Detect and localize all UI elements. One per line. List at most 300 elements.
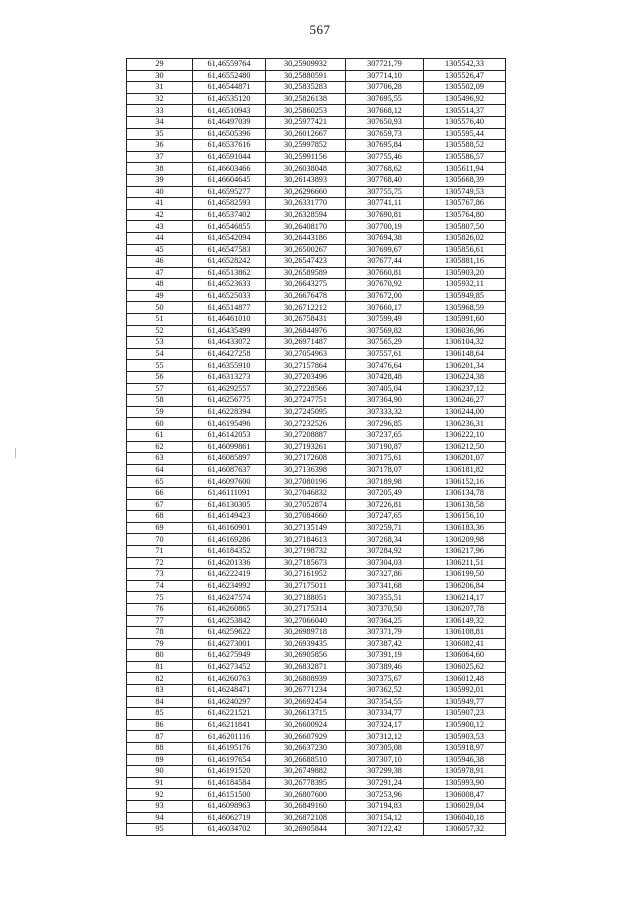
table-row [127, 453, 506, 465]
latitude-cell: 61,46149423 [193, 511, 266, 523]
x-coordinate-cell: 307355,51 [346, 592, 424, 604]
longitude-cell: 30,26688510 [266, 754, 346, 766]
point-number-cell: 44 [127, 232, 193, 244]
x-coordinate-cell: 307699,67 [346, 244, 424, 256]
y-coordinate-cell: 1306217,96 [424, 545, 506, 557]
x-coordinate-cell: 307327,86 [346, 569, 424, 581]
table-row [127, 824, 506, 836]
latitude-cell: 61,46355910 [193, 360, 266, 372]
latitude-cell: 61,46234992 [193, 580, 266, 592]
x-coordinate-cell: 307387,42 [346, 638, 424, 650]
y-coordinate-cell: 1305881,16 [424, 256, 506, 268]
table-row [127, 731, 506, 743]
latitude-cell: 61,46505396 [193, 128, 266, 140]
latitude-cell: 61,46559764 [193, 59, 266, 71]
point-number-cell: 42 [127, 209, 193, 221]
x-coordinate-cell: 307755,46 [346, 151, 424, 163]
longitude-cell: 30,26905856 [266, 650, 346, 662]
x-coordinate-cell: 307237,65 [346, 430, 424, 442]
latitude-cell: 61,46603466 [193, 163, 266, 175]
x-coordinate-cell: 307660,81 [346, 267, 424, 279]
longitude-cell: 30,27161952 [266, 569, 346, 581]
table-row [127, 464, 506, 476]
point-number-cell: 34 [127, 116, 193, 128]
latitude-cell: 61,46259622 [193, 627, 266, 639]
longitude-cell: 30,26643275 [266, 279, 346, 291]
table-row [127, 592, 506, 604]
longitude-cell: 30,26971487 [266, 337, 346, 349]
point-number-cell: 67 [127, 499, 193, 511]
x-coordinate-cell: 307296,85 [346, 418, 424, 430]
x-coordinate-cell: 307405,04 [346, 383, 424, 395]
y-coordinate-cell: 1306183,36 [424, 522, 506, 534]
latitude-cell: 61,46228394 [193, 406, 266, 418]
y-coordinate-cell: 1306040,18 [424, 812, 506, 824]
longitude-cell: 30,26589589 [266, 267, 346, 279]
latitude-cell: 61,46595277 [193, 186, 266, 198]
point-number-cell: 57 [127, 383, 193, 395]
y-coordinate-cell: 1306025,62 [424, 661, 506, 673]
point-number-cell: 58 [127, 395, 193, 407]
point-number-cell: 70 [127, 534, 193, 546]
point-number-cell: 76 [127, 603, 193, 615]
longitude-cell: 30,27245095 [266, 406, 346, 418]
longitude-cell: 30,26331770 [266, 198, 346, 210]
table-row [127, 406, 506, 418]
y-coordinate-cell: 1306236,31 [424, 418, 506, 430]
latitude-cell: 61,46098963 [193, 801, 266, 813]
y-coordinate-cell: 1306064,60 [424, 650, 506, 662]
x-coordinate-cell: 307341,68 [346, 580, 424, 592]
table-row [127, 696, 506, 708]
latitude-cell: 61,46510943 [193, 105, 266, 117]
longitude-cell: 30,27184613 [266, 534, 346, 546]
table-row [127, 163, 506, 175]
longitude-cell: 30,27247751 [266, 395, 346, 407]
table-row [127, 279, 506, 291]
point-number-cell: 37 [127, 151, 193, 163]
x-coordinate-cell: 307291,24 [346, 777, 424, 789]
x-coordinate-cell: 307194,83 [346, 801, 424, 813]
point-number-cell: 78 [127, 627, 193, 639]
x-coordinate-cell: 307389,46 [346, 661, 424, 673]
latitude-cell: 61,46535120 [193, 93, 266, 105]
latitude-cell: 61,46544871 [193, 82, 266, 94]
latitude-cell: 61,46552480 [193, 70, 266, 82]
point-number-cell: 32 [127, 93, 193, 105]
longitude-cell: 30,26989718 [266, 627, 346, 639]
x-coordinate-cell: 307428,48 [346, 372, 424, 384]
latitude-cell: 61,46211841 [193, 719, 266, 731]
x-coordinate-cell: 307299,38 [346, 766, 424, 778]
point-number-cell: 61 [127, 430, 193, 442]
latitude-cell: 61,46547583 [193, 244, 266, 256]
longitude-cell: 30,26939435 [266, 638, 346, 650]
x-coordinate-cell: 307305,08 [346, 743, 424, 755]
latitude-cell: 61,46248471 [193, 685, 266, 697]
longitude-cell: 30,26296660 [266, 186, 346, 198]
y-coordinate-cell: 1305946,38 [424, 754, 506, 766]
point-number-cell: 53 [127, 337, 193, 349]
longitude-cell: 30,26607929 [266, 731, 346, 743]
table-row [127, 128, 506, 140]
longitude-cell: 30,27175011 [266, 580, 346, 592]
y-coordinate-cell: 1305514,37 [424, 105, 506, 117]
point-number-cell: 48 [127, 279, 193, 291]
point-number-cell: 92 [127, 789, 193, 801]
latitude-cell: 61,46582593 [193, 198, 266, 210]
latitude-cell: 61,46034702 [193, 824, 266, 836]
latitude-cell: 61,46433072 [193, 337, 266, 349]
longitude-cell: 30,26547423 [266, 256, 346, 268]
y-coordinate-cell: 1305668,39 [424, 174, 506, 186]
y-coordinate-cell: 1306036,96 [424, 325, 506, 337]
point-number-cell: 86 [127, 719, 193, 731]
x-coordinate-cell: 307122,42 [346, 824, 424, 836]
table-row [127, 441, 506, 453]
longitude-cell: 30,27208887 [266, 430, 346, 442]
longitude-cell: 30,26844976 [266, 325, 346, 337]
latitude-cell: 61,46256775 [193, 395, 266, 407]
y-coordinate-cell: 1305903,20 [424, 267, 506, 279]
point-number-cell: 29 [127, 59, 193, 71]
x-coordinate-cell: 307659,73 [346, 128, 424, 140]
table-row [127, 186, 506, 198]
point-number-cell: 85 [127, 708, 193, 720]
x-coordinate-cell: 307668,12 [346, 105, 424, 117]
longitude-cell: 30,27157864 [266, 360, 346, 372]
longitude-cell: 30,26328594 [266, 209, 346, 221]
x-coordinate-cell: 307375,67 [346, 673, 424, 685]
table-row [127, 719, 506, 731]
point-number-cell: 40 [127, 186, 193, 198]
y-coordinate-cell: 1305932,11 [424, 279, 506, 291]
longitude-cell: 30,27198732 [266, 545, 346, 557]
latitude-cell: 61,46427258 [193, 348, 266, 360]
x-coordinate-cell: 307599,49 [346, 314, 424, 326]
table-row [127, 232, 506, 244]
table-row [127, 534, 506, 546]
latitude-cell: 61,46523633 [193, 279, 266, 291]
latitude-cell: 61,46142053 [193, 430, 266, 442]
x-coordinate-cell: 307557,61 [346, 348, 424, 360]
latitude-cell: 61,46542094 [193, 232, 266, 244]
y-coordinate-cell: 1306246,27 [424, 395, 506, 407]
x-coordinate-cell: 307205,49 [346, 487, 424, 499]
x-coordinate-cell: 307677,44 [346, 256, 424, 268]
y-coordinate-cell: 1306199,50 [424, 569, 506, 581]
longitude-cell: 30,25997852 [266, 140, 346, 152]
y-coordinate-cell: 1305496,92 [424, 93, 506, 105]
point-number-cell: 60 [127, 418, 193, 430]
y-coordinate-cell: 1305807,50 [424, 221, 506, 233]
latitude-cell: 61,46111091 [193, 487, 266, 499]
coordinates-table [126, 58, 506, 836]
point-number-cell: 39 [127, 174, 193, 186]
x-coordinate-cell: 307362,52 [346, 685, 424, 697]
table-row [127, 673, 506, 685]
y-coordinate-cell: 1306211,51 [424, 557, 506, 569]
x-coordinate-cell: 307569,82 [346, 325, 424, 337]
point-number-cell: 33 [127, 105, 193, 117]
longitude-cell: 30,25835283 [266, 82, 346, 94]
table-row [127, 59, 506, 71]
point-number-cell: 55 [127, 360, 193, 372]
longitude-cell: 30,27188051 [266, 592, 346, 604]
table-row [127, 93, 506, 105]
longitude-cell: 30,27203496 [266, 372, 346, 384]
table-row [127, 603, 506, 615]
longitude-cell: 30,26771234 [266, 685, 346, 697]
point-number-cell: 84 [127, 696, 193, 708]
latitude-cell: 61,46247574 [193, 592, 266, 604]
longitude-cell: 30,27193261 [266, 441, 346, 453]
y-coordinate-cell: 1305903,53 [424, 731, 506, 743]
x-coordinate-cell: 307307,10 [346, 754, 424, 766]
table-row [127, 511, 506, 523]
y-coordinate-cell: 1305949,77 [424, 696, 506, 708]
y-coordinate-cell: 1306148,64 [424, 348, 506, 360]
x-coordinate-cell: 307370,50 [346, 603, 424, 615]
point-number-cell: 45 [127, 244, 193, 256]
table-row [127, 580, 506, 592]
x-coordinate-cell: 307672,00 [346, 290, 424, 302]
x-coordinate-cell: 307476,64 [346, 360, 424, 372]
y-coordinate-cell: 1306201,34 [424, 360, 506, 372]
y-coordinate-cell: 1305576,40 [424, 116, 506, 128]
point-number-cell: 46 [127, 256, 193, 268]
x-coordinate-cell: 307268,34 [346, 534, 424, 546]
y-coordinate-cell: 1306156,10 [424, 511, 506, 523]
y-coordinate-cell: 1306134,78 [424, 487, 506, 499]
point-number-cell: 73 [127, 569, 193, 581]
x-coordinate-cell: 307700,19 [346, 221, 424, 233]
latitude-cell: 61,46151500 [193, 789, 266, 801]
table-row [127, 174, 506, 186]
x-coordinate-cell: 307565,29 [346, 337, 424, 349]
longitude-cell: 30,26443186 [266, 232, 346, 244]
y-coordinate-cell: 1306104,32 [424, 337, 506, 349]
latitude-cell: 61,46435499 [193, 325, 266, 337]
table-row [127, 708, 506, 720]
latitude-cell: 61,46273001 [193, 638, 266, 650]
x-coordinate-cell: 307190,87 [346, 441, 424, 453]
table-row [127, 221, 506, 233]
longitude-cell: 30,25860253 [266, 105, 346, 117]
y-coordinate-cell: 1305826,02 [424, 232, 506, 244]
point-number-cell: 91 [127, 777, 193, 789]
table-row [127, 314, 506, 326]
y-coordinate-cell: 1305586,57 [424, 151, 506, 163]
y-coordinate-cell: 1306201,07 [424, 453, 506, 465]
y-coordinate-cell: 1305856,61 [424, 244, 506, 256]
point-number-cell: 88 [127, 743, 193, 755]
table-row [127, 302, 506, 314]
x-coordinate-cell: 307189,98 [346, 476, 424, 488]
longitude-cell: 30,26143893 [266, 174, 346, 186]
longitude-cell: 30,26807600 [266, 789, 346, 801]
y-coordinate-cell: 1306012,48 [424, 673, 506, 685]
point-number-cell: 52 [127, 325, 193, 337]
longitude-cell: 30,27185673 [266, 557, 346, 569]
point-number-cell: 79 [127, 638, 193, 650]
longitude-cell: 30,26749882 [266, 766, 346, 778]
y-coordinate-cell: 1305993,90 [424, 777, 506, 789]
table-row [127, 348, 506, 360]
longitude-cell: 30,25909932 [266, 59, 346, 71]
point-number-cell: 65 [127, 476, 193, 488]
point-number-cell: 94 [127, 812, 193, 824]
point-number-cell: 64 [127, 464, 193, 476]
point-number-cell: 63 [127, 453, 193, 465]
x-coordinate-cell: 307694,38 [346, 232, 424, 244]
latitude-cell: 61,46169286 [193, 534, 266, 546]
scan-margin-mark [15, 448, 16, 458]
table-row [127, 627, 506, 639]
x-coordinate-cell: 307178,07 [346, 464, 424, 476]
x-coordinate-cell: 307721,79 [346, 59, 424, 71]
x-coordinate-cell: 307333,32 [346, 406, 424, 418]
table-row [127, 105, 506, 117]
x-coordinate-cell: 307670,92 [346, 279, 424, 291]
latitude-cell: 61,46240297 [193, 696, 266, 708]
table-row [127, 754, 506, 766]
latitude-cell: 61,46191520 [193, 766, 266, 778]
longitude-cell: 30,26872108 [266, 812, 346, 824]
table-row [127, 545, 506, 557]
y-coordinate-cell: 1306207,78 [424, 603, 506, 615]
y-coordinate-cell: 1305764,80 [424, 209, 506, 221]
y-coordinate-cell: 1306008,47 [424, 789, 506, 801]
table-row [127, 395, 506, 407]
latitude-cell: 61,46514877 [193, 302, 266, 314]
latitude-cell: 61,46525033 [193, 290, 266, 302]
x-coordinate-cell: 307253,96 [346, 789, 424, 801]
longitude-cell: 30,26849160 [266, 801, 346, 813]
y-coordinate-cell: 1306152,16 [424, 476, 506, 488]
longitude-cell: 30,26408170 [266, 221, 346, 233]
y-coordinate-cell: 1306244,00 [424, 406, 506, 418]
x-coordinate-cell: 307334,77 [346, 708, 424, 720]
x-coordinate-cell: 307391,19 [346, 650, 424, 662]
table-row [127, 244, 506, 256]
y-coordinate-cell: 1305978,91 [424, 766, 506, 778]
longitude-cell: 30,26808939 [266, 673, 346, 685]
point-number-cell: 41 [127, 198, 193, 210]
latitude-cell: 61,46085897 [193, 453, 266, 465]
point-number-cell: 43 [127, 221, 193, 233]
latitude-cell: 61,46528242 [193, 256, 266, 268]
x-coordinate-cell: 307312,12 [346, 731, 424, 743]
longitude-cell: 30,26676478 [266, 290, 346, 302]
table-row [127, 685, 506, 697]
longitude-cell: 30,27066040 [266, 615, 346, 627]
point-number-cell: 35 [127, 128, 193, 140]
x-coordinate-cell: 307768,40 [346, 174, 424, 186]
table-row [127, 650, 506, 662]
table-row [127, 360, 506, 372]
point-number-cell: 82 [127, 673, 193, 685]
table-row [127, 569, 506, 581]
point-number-cell: 89 [127, 754, 193, 766]
table-row [127, 256, 506, 268]
coordinates-table-body [127, 59, 506, 836]
x-coordinate-cell: 307660,17 [346, 302, 424, 314]
y-coordinate-cell: 1306206,84 [424, 580, 506, 592]
x-coordinate-cell: 307695,84 [346, 140, 424, 152]
latitude-cell: 61,46313273 [193, 372, 266, 384]
y-coordinate-cell: 1306138,58 [424, 499, 506, 511]
x-coordinate-cell: 307284,92 [346, 545, 424, 557]
table-row [127, 430, 506, 442]
point-number-cell: 50 [127, 302, 193, 314]
longitude-cell: 30,27054963 [266, 348, 346, 360]
table-row [127, 812, 506, 824]
longitude-cell: 30,27175314 [266, 603, 346, 615]
latitude-cell: 61,46591044 [193, 151, 266, 163]
longitude-cell: 30,26692454 [266, 696, 346, 708]
y-coordinate-cell: 1305968,59 [424, 302, 506, 314]
latitude-cell: 61,46087637 [193, 464, 266, 476]
longitude-cell: 30,26905844 [266, 824, 346, 836]
y-coordinate-cell: 1305595,44 [424, 128, 506, 140]
longitude-cell: 30,27232526 [266, 418, 346, 430]
point-number-cell: 56 [127, 372, 193, 384]
table-row [127, 777, 506, 789]
table-row [127, 487, 506, 499]
latitude-cell: 61,46537616 [193, 140, 266, 152]
point-number-cell: 38 [127, 163, 193, 175]
latitude-cell: 61,46537402 [193, 209, 266, 221]
table-row [127, 383, 506, 395]
x-coordinate-cell: 307354,55 [346, 696, 424, 708]
longitude-cell: 30,25826138 [266, 93, 346, 105]
longitude-cell: 30,27172608 [266, 453, 346, 465]
x-coordinate-cell: 307226,81 [346, 499, 424, 511]
table-row [127, 116, 506, 128]
y-coordinate-cell: 1305502,09 [424, 82, 506, 94]
point-number-cell: 59 [127, 406, 193, 418]
point-number-cell: 72 [127, 557, 193, 569]
point-number-cell: 95 [127, 824, 193, 836]
table-row [127, 766, 506, 778]
table-row [127, 476, 506, 488]
longitude-cell: 30,27136398 [266, 464, 346, 476]
y-coordinate-cell: 1305907,23 [424, 708, 506, 720]
latitude-cell: 61,46604645 [193, 174, 266, 186]
longitude-cell: 30,25880591 [266, 70, 346, 82]
latitude-cell: 61,46195496 [193, 418, 266, 430]
y-coordinate-cell: 1305542,33 [424, 59, 506, 71]
x-coordinate-cell: 307364,90 [346, 395, 424, 407]
y-coordinate-cell: 1306224,38 [424, 372, 506, 384]
table-row [127, 70, 506, 82]
longitude-cell: 30,26637230 [266, 743, 346, 755]
point-number-cell: 75 [127, 592, 193, 604]
latitude-cell: 61,46160901 [193, 522, 266, 534]
longitude-cell: 30,26613715 [266, 708, 346, 720]
latitude-cell: 61,46221521 [193, 708, 266, 720]
x-coordinate-cell: 307706,28 [346, 82, 424, 94]
latitude-cell: 61,46130305 [193, 499, 266, 511]
latitude-cell: 61,46513862 [193, 267, 266, 279]
table-row [127, 522, 506, 534]
latitude-cell: 61,46497039 [193, 116, 266, 128]
y-coordinate-cell: 1305526,47 [424, 70, 506, 82]
latitude-cell: 61,46184352 [193, 545, 266, 557]
y-coordinate-cell: 1306181,82 [424, 464, 506, 476]
longitude-cell: 30,25991156 [266, 151, 346, 163]
